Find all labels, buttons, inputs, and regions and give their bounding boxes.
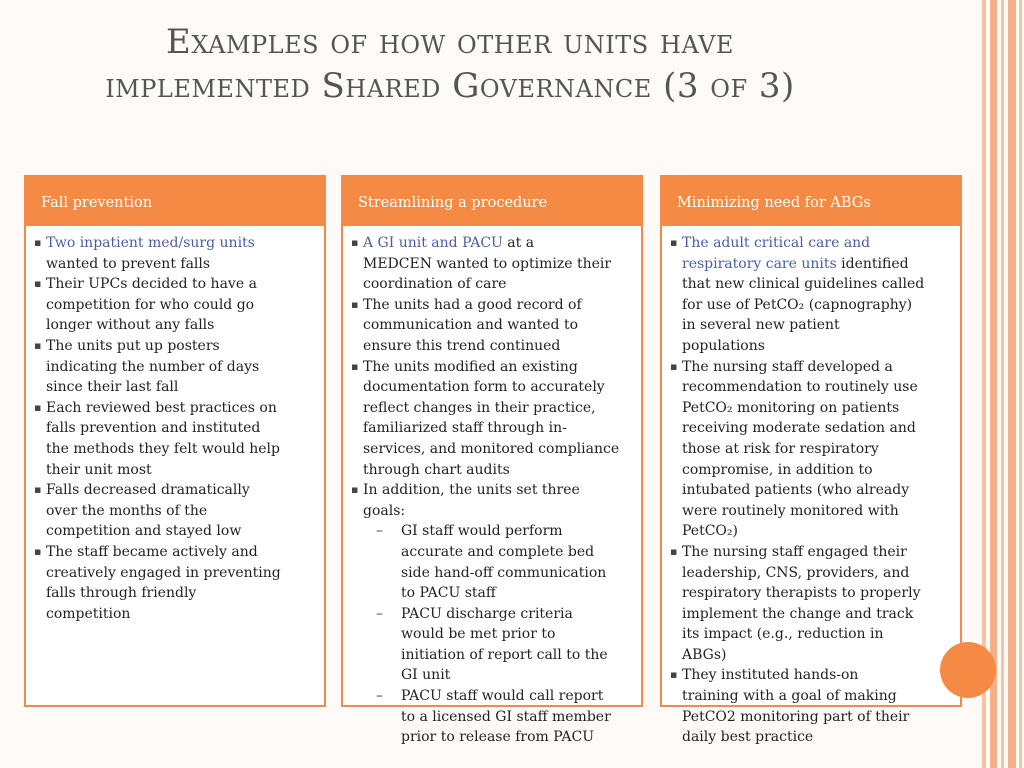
bullet-link-text: Two inpatient med/surg units <box>46 235 255 251</box>
bullet-line: for use of PetCO₂ (capnography) <box>682 296 913 313</box>
bullet-item <box>34 336 281 398</box>
bullet-line: The staff became actively and <box>46 543 258 560</box>
bullet-line: PetCO₂) <box>682 523 738 540</box>
bullet-line: were routinely monitored with <box>682 502 899 519</box>
bullet-line: receiving moderate sedation and <box>682 420 916 437</box>
bullet-item <box>34 233 281 274</box>
bullet-line: since their last fall <box>46 379 179 396</box>
bullet-line: ensure this trend continued <box>363 337 561 354</box>
column-streamlining <box>341 175 643 746</box>
column-header: Minimizing need for ABGs <box>662 177 960 226</box>
slide-title <box>60 20 840 108</box>
bullet-item <box>351 480 619 521</box>
bullet-line: competition and stayed low <box>46 523 242 540</box>
bullet-line: to a licensed GI staff member <box>401 708 611 725</box>
bullet-item <box>34 480 281 542</box>
bullet-line: daily best practice <box>682 729 814 746</box>
bullet-list <box>26 233 281 624</box>
bullet-list <box>662 233 924 748</box>
bullet-line: indicating the number of days <box>46 358 260 375</box>
bullet-line: Falls decreased dramatically <box>46 482 250 499</box>
bullet-line: populations <box>682 337 765 354</box>
bullet-line: accurate and complete bed <box>401 543 595 560</box>
bullet-line: documentation form to accurately <box>363 379 605 396</box>
bullet-item <box>34 542 281 624</box>
bullet-line: MEDCEN wanted to optimize their <box>363 255 612 272</box>
bullet-line: side hand-off communication <box>401 564 607 581</box>
bullet-line: to PACU staff <box>401 585 496 602</box>
bullet-list <box>343 233 619 748</box>
bullet-text: at a <box>502 235 535 251</box>
bullet-line: over the months of the <box>46 502 208 519</box>
column-minimizing-abgs <box>660 175 962 746</box>
bullet-line: that new clinical guidelines called <box>682 276 925 293</box>
bullet-link-text: respiratory care units <box>682 255 837 272</box>
bullet-line: compromise, in addition to <box>682 461 873 478</box>
bullet-line: Each reviewed best practices on <box>46 399 277 416</box>
title-line-2: implemented Shared Governance (3 of 3) <box>105 66 795 106</box>
bullet-line: PACU staff would call report <box>401 688 604 705</box>
bullet-line: familiarized staff through in- <box>363 420 567 437</box>
bullet-item <box>670 233 924 357</box>
bullet-line: would be met prior to <box>401 626 556 643</box>
bullet-line: PACU discharge criteria <box>401 605 573 622</box>
bullet-line: falls through friendly <box>46 585 197 602</box>
bullet-line: intubated patients (who already <box>682 482 910 499</box>
bullet-line: competition <box>46 605 131 622</box>
bullet-line: those at risk for respiratory <box>682 440 879 457</box>
bullet-item <box>351 295 619 357</box>
bullet-line: PetCO₂ monitoring on patients <box>682 399 900 416</box>
decorative-circle <box>940 642 996 698</box>
bullet-line: The nursing staff developed a <box>682 358 893 375</box>
bullet-line: recommendation to routinely use <box>682 379 918 396</box>
bullet-line: initiation of report call to the <box>401 646 608 663</box>
bullet-line: wanted to prevent falls <box>46 255 211 272</box>
title-line-1: Examples of how other units have <box>166 22 734 62</box>
bullet-line: ABGs) <box>682 646 727 663</box>
bullet-line: in several new patient <box>682 317 840 334</box>
bullet-line: Their UPCs decided to have a <box>46 276 257 293</box>
bullet-line: The nursing staff engaged their <box>682 543 907 560</box>
bullet-line: through chart audits <box>363 461 510 478</box>
bullet-line: services, and monitored compliance <box>363 440 620 457</box>
bullet-line: reflect changes in their practice, <box>363 399 596 416</box>
bullet-line: The units put up posters <box>46 337 220 354</box>
bullet-line: The units had a good record of <box>363 296 582 313</box>
bullet-item <box>670 357 924 542</box>
bullet-line: longer without any falls <box>46 317 215 334</box>
bullet-line: The units modified an existing <box>363 358 578 375</box>
sub-bullet-item <box>351 686 619 748</box>
column-fall-prevention <box>24 175 326 707</box>
bullet-line: respiratory therapists to properly <box>682 585 921 602</box>
bullet-item <box>34 398 281 480</box>
bullet-line: its impact (e.g., reduction in <box>682 626 884 643</box>
bullet-line: the methods they felt would help <box>46 440 280 457</box>
bullet-line: competition for who could go <box>46 296 255 313</box>
column-header: Streamlining a procedure <box>343 177 641 226</box>
bullet-line: implement the change and track <box>682 605 914 622</box>
bullet-item <box>34 274 281 336</box>
bullet-line: prior to release from PACU <box>401 729 594 746</box>
bullet-item <box>351 233 619 295</box>
bullet-line: goals: <box>363 502 406 519</box>
bullet-line: their unit most <box>46 461 152 478</box>
bullet-link-text: The adult critical care and <box>682 235 871 251</box>
column-header: Fall prevention <box>26 177 324 226</box>
bullet-link-text: A GI unit and PACU <box>363 235 503 251</box>
bullet-line: In addition, the units set three <box>363 482 580 499</box>
bullet-line: GI staff would perform <box>401 523 563 540</box>
bullet-item <box>670 542 924 666</box>
bullet-item <box>351 357 619 481</box>
bullet-line: They instituted hands-on <box>682 667 859 684</box>
bullet-line: creatively engaged in preventing <box>46 564 281 581</box>
bullet-line: falls prevention and instituted <box>46 420 261 437</box>
bullet-item <box>670 665 924 747</box>
bullet-line: coordination of care <box>363 276 507 293</box>
bullet-text: identified <box>836 255 909 272</box>
sub-bullet-item <box>351 521 619 603</box>
bullet-line: communication and wanted to <box>363 317 579 334</box>
bullet-line: training with a goal of making <box>682 688 897 705</box>
bullet-line: GI unit <box>401 667 451 684</box>
bullet-line: PetCO2 monitoring part of their <box>682 708 910 725</box>
sub-bullet-item <box>351 604 619 686</box>
bullet-line: leadership, CNS, providers, and <box>682 564 910 581</box>
